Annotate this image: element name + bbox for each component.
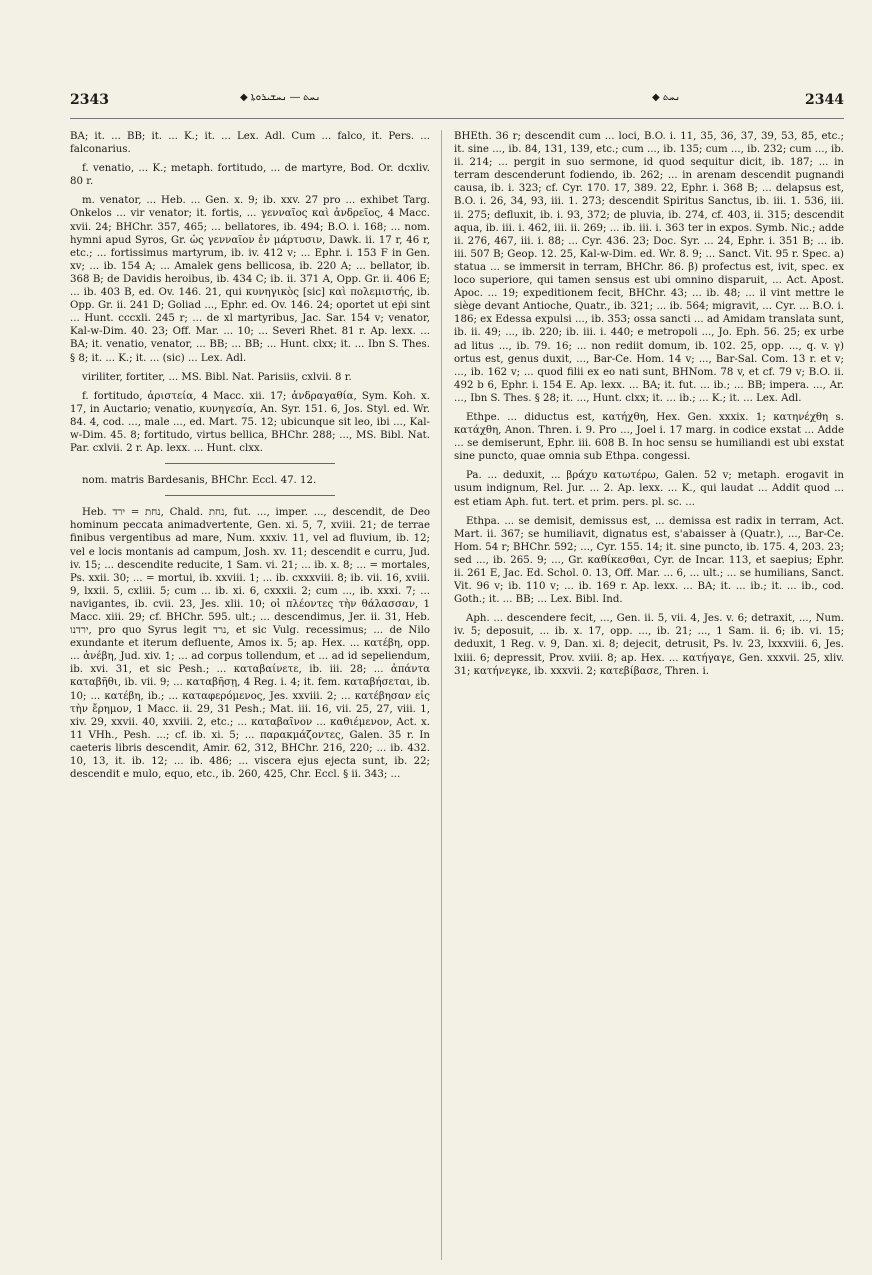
section-separator [165, 463, 335, 464]
entry-paragraph: f. venatio, ... K.; metaph. fortitudo, ... de martyre, Bod. Or. dcxliv. 80 r. [70, 163, 430, 188]
section-separator [165, 495, 335, 496]
header-rule [70, 118, 844, 119]
entry-paragraph: Heb. נחת = ירד, Chald. נחת, fut. ..., imper. ..., descendit, de Deo hominum peccata animadvertente, Gen. xi. 5, 7, xviii. 21; de terrae finibus vergentibus ad mare, Num. xxxiv. 11, vel ad fluvium, ib. 12; vel e locis montanis ad campum, Josh. xv. 11; descendit e curru, Jud. iv. 15; ... descendite reducite, 1 Sam. vi. 21; ... ib. x. 8; ... = mortales, Ps. xxii. 30; ... = mortui, ib. xxviii. 1; ... ib. cxxxviii. 8; ib. vii. 16, xviii. 9, lxxii. 5, cxliii. 5; cum ... ib. xi. 6, cxxxii. 2; cum ..., ib. xxxi. 7; ... navigantes, ib. cvii. 23, Jes. xlii. 10; οἱ πλέοντες τὴν θάλασσαν, 1 Macc. xiii. 29; cf. BHChr. 595. ult.; ... descendimus, Jer. ii. 31, Heb. ירדנו, pro quo Syrus legit נרד, et sic Vulg. recessimus; ... de Nilo exundante et iterum defluente, Amos ix. 5; ap. Hex. ... κατέβη, opp. ... ἀνέβη, Jud. xiv. 1; ... ad corpus tollendum, et ... ad id sepeliendum, ib. xvi. 31, et sic Pesh.; ... καταβαίνετε, ib. iii. 28; ... ἀπάντα καταβῆθι, ib. vii. 9; ... καταβῆσῃ, 4 Reg. i. 4; it. fem. καταβήσεται, ib. 10; ... κατέβη, ib.; ... καταφερόμενος, Jes. xxviii. 2; ... κατέβησαν εἰς τὴν ἔρημον, 1 Macc. ii. 29, 31 Pesh.; Mat. iii. 16, vii. 25, 27, viii. 1, xiv. 29, xxvii. 40, xxviii. 2, etc.; ... καταβαῖνον ... καθιέμενον, Act. x. 11 VHh., Pesh. ...; cf. ib. xi. 5; ... παρακμάζοντες, Galen. 35 r. In caeteris libris descendit, Amir. 62, 312, BHChr. 216, 220; ... ib. 432. 10, 13, it. ib. 12; ... ib. 486; ... viscera ejus ejecta sunt, ib. 22; descendit e mulo, equo, etc., ib. 260, 425, Chr. Eccl. § ii. 343; ... [70, 507, 430, 781]
right-running-title: ◆ ܢܚܬ [652, 92, 681, 103]
column-divider [441, 130, 442, 1260]
entry-paragraph: m. venator, ... Heb. ... Gen. x. 9; ib. xxv. 27 pro ... exhibet Targ. Onkelos ... vir venator; it. fortis, ... γενναῖος καὶ ἀνδρεῖος, 4 Macc. xvii. 24; BHChr. 357, 465; ... bellatores, ib. 494; B.O. i. 168; ... nom. hymni apud Syros, Gr. ὡς γενναῖον ἐν μάρτυσιν, Dawk. ii. 17 r, 46 r, etc.; ... fortissimus martyrum, ib. iv. 412 v; ... Ephr. i. 153 F in Gen. xv; ... ib. 154 A; ... Amalek gens bellicosa, ib. 220 A; ... bellator, ib. 368 B; de Davidis heroibus, ib. 434 C; ib. ii. 371 A, Opp. Gr. ii. 406 E; ... ib. 403 B, ed. Ov. 146. 21, qui κυνηγικὸς [sic] καὶ πολεμιστής, ib. Opp. Gr. ii. 241 D; Goliad ..., Ephr. ed. Ov. 146. 24; oportet ut eṗi sint ... Hunt. cccxli. 245 r; ... de xl martyribus, Jac. Sar. 154 v; venator, Kal-w-Dim. 40. 23; Off. Mar. ... 10; ... Severi Rhet. 81 r. Ap. lexx. ... BA; it. venatio, venator, ... BB; ... BB; ... Hunt. clxx; it. ... Ibn S. Thes. § 8; it. ... K.; it. ... (sic) ... Lex. Adl. [70, 195, 430, 364]
entry-paragraph: Aph. ... descendere fecit, ..., Gen. ii. 5, vii. 4, Jes. v. 6; detraxit, ..., Num. iv. 5; deposuit, ... ib. x. 17, opp. ..., ib. 21; ..., 1 Sam. ii. 6; ib. vi. 15; deduxit, 1 Reg. v. 9, Dan. xi. 8; dejecit, detrusit, Ps. lv. 23, lxxxviii. 6, Jes. lxiii. 6; depressit, Prov. xviii. 8; ap. Hex. ... κατήγαγε, Gen. xxxvii. 25, xliv. 31; κατήνεγκε, ib. xxxvii. 2; κατεβίβασε, Thren. i. [454, 613, 844, 677]
left-running-title: ◆ ܢܚܬ ― ܢܚܫܝܪܘܬܐ [240, 92, 321, 103]
right-page-number: 2344 [805, 92, 844, 108]
left-page-number: 2343 [70, 92, 109, 108]
entry-paragraph: BHEth. 36 r; descendit cum ... loci, B.O. i. 11, 35, 36, 37, 39, 53, 85, etc.; it. sine ..., ib. 84, 131, 139, etc.; cum ..., ib. 135; cum ..., ib. 232; cum ..., ib. ii. 214; ... pergit in suo sermone, id quod sequitur dicit, ib. 187; ... in terram descenderunt fodiendo, ib. 262; ... in arenam descendit pugnandi causa, ib. i. 323; cf. Cyr. 170. 17, 389. 22, Ephr. i. 368 B; ... delapsus est, B.O. i. 26, 34, 93, iii. 1. 273; descendit Spiritus Sanctus, ib. iii. 1. 536, iii. ii. 275; defluxit, ib. i. 93, 372; de pluvia, ib. 274, cf. 403, ii. 315; descendit aqua, ib. iii. i. 462, iii. ii. 269; ... ib. iii. i. 363 ter in expos. Symb. Nic.; adde ii. 276, 467, iii. i. 88; ... Cyr. 436. 23; Doc. Syr. ... 24, Ephr. i. 351 B; ... ib. iii. 507 B; Geop. 12. 25, Kal-w-Dim. ed. Wr. 8. 9; ... Sanct. Vit. 95 r. Spec. a) statua ... se immersit in terram, BHChr. 86. β) profectus est, ivit, spec. ex loco superiore, qui tamen sensus est ubi omnino disparuit, ... Act. Apost. Apoc. ... 19; expeditionem fecit, BHChr. 43; ... ib. 48; ... il vint mettre le siège devant Antioche, Quatr., ib. 321; ... ib. 564; migravit, ... Cyr. ... B.O. i. 186; ex Edessa expulsi ..., ib. 353; ossa sancti ... ad Amidam translata sunt, ib. ii. 49; ..., ib. 220; ib. iii. i. 440; e metropoli ..., Jo. Eph. 56. 25; ex urbe ad litus ..., ib. 79. 16; ... non rediit domum, ib. 102. 25, opp. ..., q. v. γ) ortus est, genus duxit, ..., Bar-Ce. Hom. 14 v; ..., Bar-Sal. Com. 13 r. et v; ..., ib. 162 v; ... quod filii ex eo nati sunt, BHNom. 78 v, et cf. 79 v; B.O. ii. 492 b 6, Ephr. i. 154 E. Ap. lexx. ... BA; it. fut. ... ib.; ... BB; impera. ..., Ar. ..., Ibn S. Thes. § 28; it. ..., Hunt. clxx; it. ... ib.; ... K.; it. ... Lex. Adl. [454, 131, 844, 404]
entry-paragraph: Ethpe. ... diductus est, κατήχθη, Hex. Gen. xxxix. 1; κατηνέχθη s. κατάχθη, Anon. Thren. i. 9. Pro ..., Joel i. 17 marg. in codice exstat ... Adde ... se demiserunt, Ephr. iii. 608 B. In hoc sensu se humiliandi est ubi exstat sine puncto, quae omnia sub Ethpa. congessi. [454, 411, 844, 463]
entry-paragraph: f. fortitudo, ἀριστεία, 4 Macc. xii. 17; ἀνδραγαθία, Sym. Koh. x. 17, in Auctario; venatio, κυνηγεσία, An. Syr. 151. 6, Jos. Styl. ed. Wr. 84. 4, cod. ..., male ..., ed. Mart. 75. 12; ubicunque sit leo, ibi ..., Kal-w-Dim. 45. 8; fortitudo, virtus bellica, BHChr. 288; ..., MS. Bibl. Nat. Par. cxlvii. 2 r. Ap. lexx. ... Hunt. clxx. [70, 390, 430, 455]
right-column [454, 130, 844, 1260]
entry-paragraph: Ethpa. ... se demisit, demissus est, ... demissa est radix in terram, Act. Mart. ii. 367; se humiliavit, dignatus est, s'abaisser à (Quatr.), ..., Bar-Ce. Hom. 54 r; BHChr. 592; ..., Cyr. 155. 14; it. sine puncto, ib. 175. 4, 203. 23; sed ..., ib. 265. 9; ..., Gr. καθίκεσθαι, Cyr. de Incar. 113, et saepius; Ephr. ii. 261 E, Jac. Ed. Schol. 0. 13, Off. Mar. ... 6, ... ult.; ... se humilians, Sanct. Vit. 96 v; ib. 110 v; ... ib. 169 r. Ap. lexx. ... BA; it. ... ib.; it. ... ib., cod. Goth.; it. ... BB; ... Lex. Bibl. Ind. [454, 515, 844, 606]
entry-paragraph: Pa. ... deduxit, ... βράχυ κατωτέρω, Galen. 52 v; metaph. erogavit in usum indignum, Rel. Jur. ... 2. Ap. lexx. ... K., qui laudat ... Addit quod ... est etiam Aph. fut. tert. et prim. pers. pl. sc. ... [454, 470, 844, 508]
running-header [70, 92, 844, 116]
entry-paragraph: nom. matris Bardesanis, BHChr. Eccl. 47. 12. [82, 475, 317, 487]
entry-paragraph: BA; it. ... BB; it. ... K.; it. ... Lex. Adl. Cum ... falco, it. Pers. ... falconarius. [70, 131, 430, 156]
left-column [70, 130, 430, 1260]
entry-paragraph: viriliter, fortiter, ... MS. Bibl. Nat. Parisiis, cxlvii. 8 r. [82, 371, 352, 383]
